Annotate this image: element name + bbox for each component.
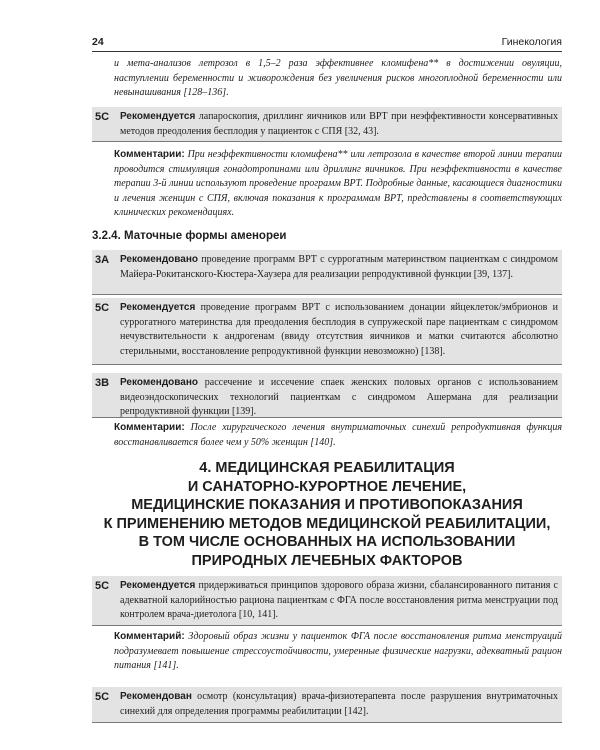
recommendation-text: лапароскопия, дриллинг яичников или ВРТ при неэффективности консервативных методов преодоления бесплодия у пациенток с СПЯ [32, 43]. (120, 111, 558, 137)
chapter-heading-line: ПРИРОДНЫХ ЛЕЧЕБНЫХ ФАКТОРОВ (191, 552, 463, 569)
running-title: Гинекология (501, 36, 562, 48)
recommendation-label: Рекомендуется (120, 580, 196, 591)
recommendation-label: Рекомендуется (120, 302, 196, 313)
recommendation-text: проведение программ ВРТ с суррогатным материнством пациенткам с синдромом Майера-Рокитанского-Кюстера-Хаузера для реализации репродуктивной функции [39, 137]. (120, 254, 558, 280)
comment-label: Комментарий: (114, 631, 185, 642)
recommendation-block (92, 298, 562, 365)
chapter-heading-line: И САНАТОРНО-КУРОРТНОЕ ЛЕЧЕНИЕ, (187, 478, 467, 495)
evidence-level-badge: 5С (95, 111, 110, 123)
header-divider (92, 51, 562, 52)
comment-label: Комментарии: (114, 149, 185, 160)
comment-text: После хирургического лечения внутриматочных синехий репродуктивная функция восстанавливается более чем у 50% женщин [140]. (114, 422, 562, 448)
chapter-heading-line: 4. МЕДИЦИНСКАЯ РЕАБИЛИТАЦИЯ (199, 460, 455, 476)
recommendation-label: Рекомендуется (120, 111, 196, 122)
intro-paragraph: и мета-анализов летрозол в 1,5–2 раза эффективнее кломифена** в достижении овуляции, наступлении беременности и живорождения без увеличения рисков многоплодной беременности или невынашивания [128–136]. (114, 58, 562, 98)
section-heading: 3.2.4. Маточные формы аменореи (92, 230, 287, 242)
chapter-heading-line: В ТОМ ЧИСЛЕ ОСНОВАННЫХ НА ИСПОЛЬЗОВАНИИ (138, 534, 516, 550)
recommendation-label: Рекомендован (120, 691, 192, 702)
evidence-level-badge: 5С (95, 302, 110, 314)
comment-paragraph (114, 630, 562, 674)
chapter-heading-line: К ПРИМЕНЕНИЮ МЕТОДОВ МЕДИЦИНСКОЙ РЕАБИЛИТАЦИИ, (103, 515, 551, 532)
recommendation-block (92, 576, 562, 626)
comment-text: Здоровый образ жизни у пациенток ФГА после восстановления ритма менструаций подразумевает повышение стрессоустойчивости, умеренные физические нагрузки, адекватный рацион питания [141]. (114, 631, 562, 671)
comment-label: Комментарии: (114, 422, 185, 433)
comment-paragraph (114, 421, 562, 450)
evidence-level-badge: 5С (95, 691, 110, 703)
recommendation-block (92, 687, 562, 723)
running-header (92, 36, 562, 50)
recommendation-text: рассечение и иссечение спаек женских половых органов с использованием видеоэндоскопических технологий пациенткам с синдромом Ашермана для реализации репродуктивной функции [139]. (120, 377, 558, 417)
chapter-heading-line: МЕДИЦИНСКИЕ ПОКАЗАНИЯ И ПРОТИВОПОКАЗАНИЯ (131, 497, 523, 513)
comment-paragraph (114, 148, 562, 221)
recommendation-text: осмотр (консультация) врача-физиотерапевта после разрушения внутриматочных синехий для определения программы реабилитации [142]. (120, 691, 558, 717)
recommendation-label: Рекомендовано (120, 254, 199, 265)
chapter-heading (92, 459, 562, 570)
recommendation-block (92, 373, 562, 418)
recommendation-label: Рекомендовано (120, 377, 199, 388)
recommendation-text: придерживаться принципов здорового образа жизни, сбалансированного питания с адекватной калорийностью рациона пациенткам с ФГА после восстановления ритма менструации под контролем врача-диетолога [10, 141]. (120, 580, 558, 620)
recommendation-block (92, 250, 562, 295)
recommendation-text: проведение программ ВРТ с использованием донации яйцеклеток/эмбрионов и суррогатного материнства для преодоления бесплодия в супружеской паре пациенткам с синдромом нечувствительности к андрогенам (ввиду отсутствия яичников и матки считаются абсолютно стерильными, восстановление репродуктивной функции невозможно) [138]. (120, 302, 558, 357)
comment-text: При неэффективности кломифена** или летрозола в качестве второй линии терапии проводится стимуляция гонадотропинами или дриллинг яичников. При неэффективности в качестве терапии 3-й линии используют проведение программ ВРТ. Подробные данные, касающиеся диагностики и лечения женщин с СПЯ, включая показания к программам ВРТ, представлены в соответствующих клинических рекомендациях. (114, 149, 562, 218)
evidence-level-badge: 3А (95, 254, 110, 266)
evidence-level-badge: 5С (95, 580, 110, 592)
recommendation-block (92, 107, 562, 142)
page-number: 24 (92, 36, 104, 48)
evidence-level-badge: 3В (95, 377, 110, 389)
